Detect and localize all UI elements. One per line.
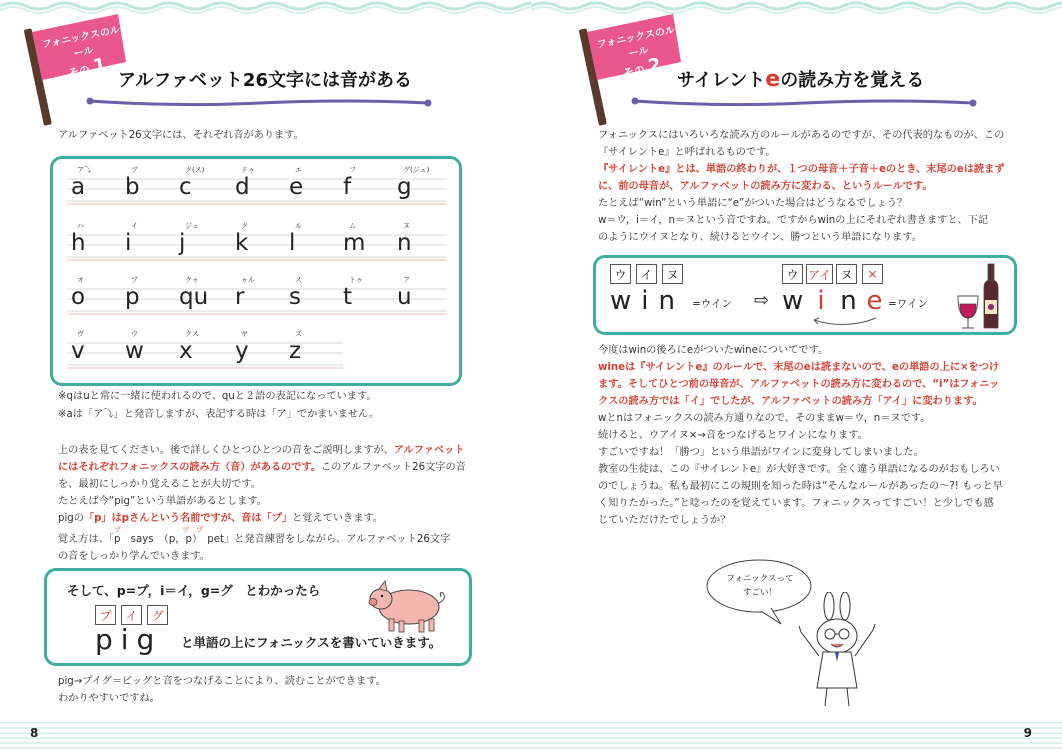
alphabet-letter: qu [179, 284, 209, 310]
paragraph-line: ます。そしてひとつ前の母音が、アルファベットの読み方に変わるので、“i”はフォニッ [598, 379, 1000, 390]
letter-reading: フ [349, 166, 356, 174]
alphabet-letter: a [71, 174, 86, 200]
letter-reading: ク(ス) [185, 166, 205, 174]
letter-reading: クゥ [185, 276, 199, 284]
alphabet-letter: m [343, 230, 366, 256]
title-underline [86, 95, 434, 111]
letter-reading: ル [295, 222, 302, 230]
alphabet-letter: g [397, 174, 412, 200]
alphabet-letter: s [289, 284, 301, 310]
win-reading: =ウイン [692, 298, 732, 310]
kana-box: プ [95, 605, 116, 625]
paragraph-line: たとえば今“pig”という単語があるとします。 [58, 496, 267, 507]
letter-reading: ハ [77, 222, 84, 230]
alphabet-letter: i [125, 230, 132, 256]
alphabet-letter: f [343, 174, 352, 200]
kana-box: ウ [610, 264, 631, 284]
p1a: 上の表を見てください。後で詳しくひとつひとつの音をご説明しますが、 [58, 445, 394, 456]
alphabet-letter: t [343, 284, 353, 310]
pig-word: pig [95, 623, 163, 656]
letter-reading: グ(ジュ) [403, 166, 430, 174]
paragraph-line: 今度はwinの後ろにeがついたwineについてです。 [598, 345, 829, 356]
title-a: サイレント [677, 70, 766, 91]
pig-example-box [44, 568, 472, 666]
bubble-line: すごい！ [742, 588, 777, 598]
page-title: アルファベット26文字には音がある [118, 70, 412, 91]
alphabet-letter: o [71, 284, 86, 310]
ruby-pu: プ [182, 526, 189, 534]
wine-letter: w [782, 286, 804, 316]
paragraph-line: 教室の生徒は、この『サイレントe』が大好きです。全く違う単語になるのがおもしろい [598, 464, 1000, 475]
wine-bottle-icon [950, 260, 1010, 332]
note-qu: ※qはuと常に一緒に使われるので、quと２語の表記になっています。 [58, 391, 377, 402]
wine-reading: =ワイン [888, 298, 928, 310]
right-page [531, 0, 1062, 750]
paragraph-line [58, 510, 383, 527]
paragraph-line: じていただけたでしょうか？ [598, 515, 731, 526]
kana-box: ウ [782, 264, 803, 284]
note-a: ※aは「ア⤵」と発音しますが、表記する時は「ア」でかまいません。 [58, 409, 380, 420]
alphabet-letter: w [125, 338, 144, 364]
alphabet-letter: c [179, 174, 192, 200]
letter-reading: ドゥ [241, 166, 255, 174]
alphabet-letter: d [235, 174, 250, 200]
letter-reading: プ [131, 276, 138, 284]
alphabet-letter: e [289, 174, 304, 200]
letter-reading: ム [349, 222, 356, 230]
letter-reading: ア [403, 276, 410, 284]
paragraph-line: に、前の母音が、アルファベットの読み方に変わる、というルールです。 [598, 181, 933, 192]
bottom-stripes [531, 722, 1062, 750]
letter-reading: ゥル [241, 276, 255, 284]
bottom-stripes [0, 722, 531, 750]
p3a-red: 「p」はpさんという名前ですが、音は「プ」 [83, 513, 293, 524]
ruby-pu: プ [196, 526, 203, 534]
paragraph-line: のでしょうね。私も最初にこの規則を知った時は“そんなルールがあったの～?! もっと早 [598, 481, 1003, 492]
paragraph-line: わかりやすいですね。 [58, 693, 160, 704]
paragraph-line: たとえば“win”という単語に“e”がついた場合はどうなるでしょう？ [598, 198, 908, 209]
bubble-text [715, 572, 805, 600]
kana-box: グ [147, 605, 168, 625]
paragraph-line: 覚え方は、「p says （p，p） pet」と発音練習をしながら、アルファベット26文字 [58, 534, 451, 545]
letter-reading: イ [131, 222, 138, 230]
ruby-pu: プ [114, 526, 121, 534]
alphabet-letter: h [71, 230, 86, 256]
letter-reading: トゥ [349, 276, 363, 284]
letter-reading: エ [295, 166, 302, 174]
intro-text: アルファベット26文字には、それぞれ音があります。 [58, 130, 304, 141]
paragraph-line [58, 459, 466, 476]
title-e: e [765, 67, 781, 92]
p1a-red: アルファベット [393, 445, 465, 456]
paragraph-line: を、最初にしっかり覚えることが大切です。 [58, 479, 261, 490]
rabbit-icon [793, 592, 883, 716]
letter-reading: ヌ [403, 222, 410, 230]
bubble-line: フォニックスって [726, 574, 794, 584]
paragraph-line: の音をしっかり学んでいきます。 [58, 551, 210, 562]
pig-line2: と単語の上にフォニックスを書いていきます。 [181, 635, 442, 650]
wine-letter: i [817, 286, 825, 316]
flag-line1: フォニックスのルール [41, 24, 121, 60]
letter-reading: クス [185, 330, 199, 338]
flag-line2: その [67, 63, 92, 81]
letter-reading: ヤ [241, 330, 248, 338]
wine-letter: n [840, 286, 857, 316]
alphabet-letter: u [397, 284, 412, 310]
paragraph-line: w＝ウ，i＝イ，n＝ヌという音ですね。ですからwinの上にそれぞれ書きますと、下記 [598, 215, 989, 226]
kana-box: アイ [806, 264, 833, 284]
page-number: 9 [1023, 726, 1032, 740]
flag-line2: その [622, 63, 647, 81]
alphabet-letter: n [397, 230, 412, 256]
kana-box: ヌ [662, 264, 683, 284]
alphabet-letter: r [235, 284, 245, 310]
paragraph-line: 続けると、ウアイヌ×→音をつなげるとワインになります。 [598, 430, 868, 441]
kana-box: イ [121, 605, 142, 625]
letter-reading: ア⤵ [77, 166, 91, 174]
flag-number: 2 [646, 54, 663, 78]
alphabet-letter: p [125, 284, 140, 310]
kana-box: × [862, 264, 883, 284]
alphabet-letter: y [235, 338, 249, 364]
alphabet-letter: k [235, 230, 249, 256]
letter-reading: ブ [131, 166, 138, 174]
win-word: win [610, 286, 685, 316]
wine-example-box [593, 255, 1017, 335]
wine-letter: e [866, 286, 883, 316]
paragraph-line: く知りたかった。”と唸ったのを覚えています。フォニックスってすごい！と少しでも感 [598, 498, 994, 509]
flag-line1: フォニックスのルール [596, 24, 676, 60]
paragraph-line: クスの読み方では「イ」でしたが、アルファベットの読み方「アイ」に変わります。 [598, 396, 983, 407]
pig-line1: そして、p=プ，i＝イ，g=グ とわかったら [67, 583, 321, 598]
p3b: と覚えていきます。 [292, 513, 383, 524]
curve-arrow-icon [806, 316, 886, 330]
pig-icon [367, 577, 453, 635]
alphabet-table [50, 156, 462, 386]
paragraph-line [58, 442, 464, 459]
arrow-icon: ⇨ [754, 290, 770, 311]
paragraph-line: 『サイレントe』と呼ばれるものです。 [598, 147, 776, 158]
alphabet-letter: z [289, 338, 302, 364]
paragraph-line: wineは『サイレントe』のルールで、末尾のeは読まないので、eの単語の上に×をつけ [598, 362, 1000, 373]
kana-box: ヌ [836, 264, 857, 284]
letter-reading: ウ [131, 330, 138, 338]
paragraph-line: 『サイレントe』とは、単語の終わりが、１つの母音＋子音＋eのとき、末尾のeは読まず [598, 164, 1005, 175]
alphabet-letter: l [289, 230, 296, 256]
alphabet-letter: j [179, 230, 186, 256]
page-number: 8 [30, 726, 39, 740]
paragraph-line: すごいですね！「勝つ」という単語がワインに変身してしまいました。 [598, 447, 924, 458]
letter-reading: オ [77, 276, 84, 284]
letter-reading: ク [241, 222, 248, 230]
title-underline [631, 95, 979, 111]
letter-reading: ズ [295, 330, 302, 338]
page-title [677, 66, 924, 92]
paragraph-line: wとnはフォニックスの読み方通りなので、そのままw＝ウ，n＝ヌです。 [598, 413, 931, 424]
wine-word [782, 286, 887, 316]
p1b-red: にはそれぞれフォニックスの読み方（音）があるのです。 [58, 462, 322, 473]
alphabet-letter: x [179, 338, 193, 364]
p3a: pigの [58, 513, 84, 524]
letter-reading: ジュ [185, 222, 199, 230]
letter-reading: ヴ [77, 330, 84, 338]
p1b: このアルファベット26文字の音 [321, 462, 466, 473]
paragraph-line: フォニックスにはいろいろな読み方のルールがあるのですが、その代表的なものが、この [598, 130, 1005, 141]
flag-number: 1 [91, 54, 108, 78]
letter-reading: ス [295, 276, 302, 284]
paragraph-line: のようにウイヌとなり、続けるとウイン、勝つという単語になります。 [598, 232, 922, 243]
paragraph-line: pig→プイグ＝ピッグと音をつなげることにより、読むことができます。 [58, 676, 386, 687]
title-b: の読み方を覚える [780, 70, 925, 91]
alphabet-letter: b [125, 174, 140, 200]
kana-box: イ [636, 264, 657, 284]
alphabet-letter: v [71, 338, 85, 364]
